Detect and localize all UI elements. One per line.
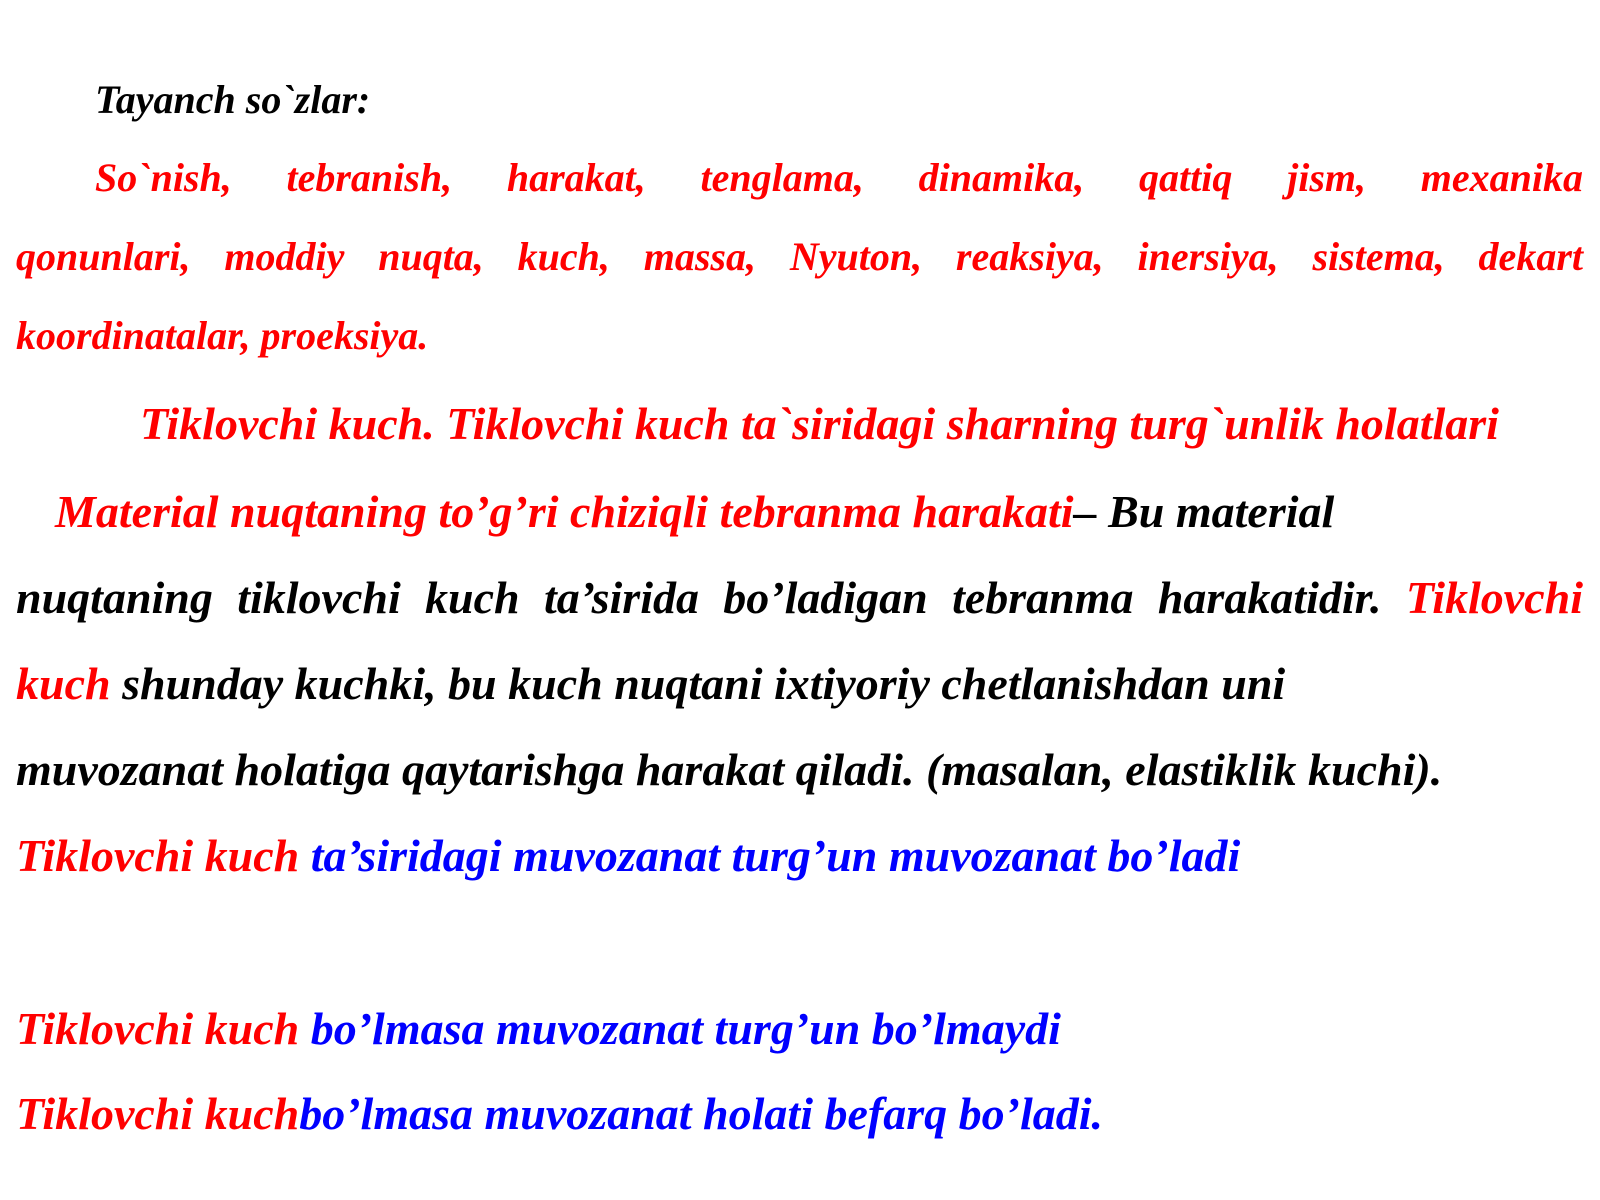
keywords-heading: Tayanch so`zlar: [95, 77, 371, 122]
keywords-line-1: So`nish, tebranish, harakat, tenglama, dinamika, qattiq jism, mexanika [95, 155, 1583, 200]
statement-indifferent [16, 1088, 1103, 1139]
definition-line-1 [55, 486, 1335, 537]
definition-line-3 [16, 658, 1286, 709]
statement-unstable [16, 1003, 1061, 1054]
definition-text-3: shunday kuchki, bu kuch nuqtani ixtiyoriy chetlanishdan uni [122, 658, 1286, 709]
statement-text: bo’lmasa muvozanat turg’un bo’lmaydi [310, 1003, 1061, 1054]
definition-intro: – Bu material [1073, 486, 1335, 537]
definition-line-4: muvozanat holatiga qaytarishga harakat qiladi. (masalan, elastiklik kuchi). [16, 744, 1443, 795]
definition-line-2 [16, 572, 1583, 623]
statement-stable [16, 830, 1241, 881]
topic-title: Tiklovchi kuch. Tiklovchi kuch ta`siridagi sharning turg`unlik holatlari [140, 398, 1499, 449]
definition-term-2: Tiklovchi [1405, 572, 1583, 623]
keywords-line-2: qonunlari, moddiy nuqta, kuch, massa, Nyuton, reaksiya, inersiya, sistema, dekart [16, 234, 1583, 279]
statement-text: bo’lmasa muvozanat holati befarq bo’ladi. [299, 1088, 1103, 1139]
statement-term: Tiklovchi kuch [16, 830, 300, 881]
statement-term: Tiklovchi kuch [16, 1003, 300, 1054]
statement-text: ta’siridagi muvozanat turg’un muvozanat bo’ladi [310, 830, 1241, 881]
keywords-line-3: koordinatalar, proeksiya. [16, 313, 429, 358]
statement-term: Tiklovchi kuch [16, 1088, 300, 1139]
definition-term: Material nuqtaning to’g’ri chiziqli tebranma harakati [55, 486, 1074, 537]
definition-text-2: nuqtaning tiklovchi kuch ta’sirida bo’ladigan tebranma harakatidir. [16, 572, 1382, 623]
definition-term-3: kuch [16, 658, 111, 709]
